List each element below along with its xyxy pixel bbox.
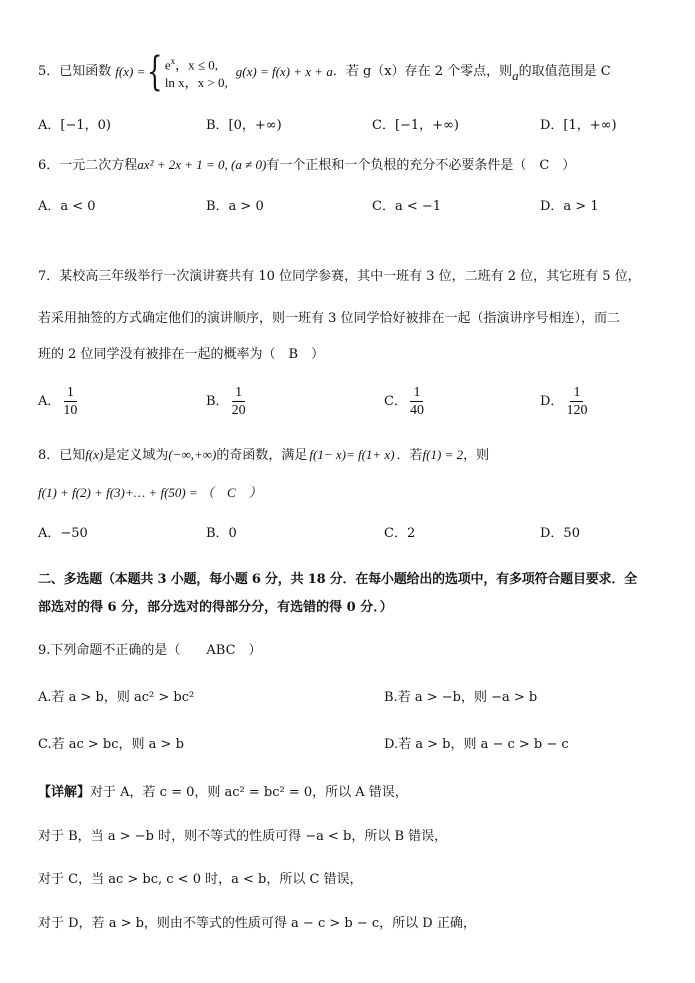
question-text: 的奇函数，满足	[216, 448, 308, 463]
option-letter: C．	[384, 393, 407, 409]
question-text: 有一个正根和一个负根的充分不必要条件是（ C ）	[266, 158, 576, 173]
detail-line-2: 对于 B，当 a > −b 时，则不等式的性质可得 −a < b，所以 B 错误，	[38, 829, 448, 844]
q6-option-c: C．a < −1	[372, 199, 442, 214]
question-text: 已知函数	[59, 64, 112, 79]
question-text: ，则	[463, 448, 490, 463]
variable-a: a	[512, 68, 519, 83]
detail-label: 【详解】	[38, 785, 91, 800]
fraction: $\frac{1}{40}$	[409, 385, 424, 418]
detail-text: 对于 A，若 c = 0，则 ac² = bc² = 0，所以 A 错误，	[90, 785, 408, 800]
q8-option-b: B．0	[206, 526, 237, 541]
piecewise-cases	[165, 52, 228, 92]
q5-option-b: B．[0，+∞)	[206, 118, 282, 133]
fraction: $\frac{1}{20}$	[231, 385, 246, 418]
q5-option-a: A．[−1，0)	[38, 118, 111, 133]
q8-option-c: C．2	[384, 526, 416, 541]
question-text: ．若	[396, 448, 423, 463]
detail-line-3: 对于 C，当 ac > bc, c < 0 时，a < b，所以 C 错误，	[38, 872, 363, 887]
q9-option-b: B.若 a > −b，则 −a > b	[384, 690, 538, 705]
case-1: $e^x$，x ≤ 0,	[164, 55, 218, 73]
q9-option-a: A.若 a > b，则 ac² > bc²	[38, 690, 195, 705]
q6-option-a: A．a < 0	[38, 199, 96, 214]
function-f-label: f(x) =	[115, 64, 146, 79]
question-number: 8．	[38, 448, 60, 463]
equation: ax² + 2x + 1 = 0, (a ≠ 0)	[137, 157, 267, 172]
section-2-header-line-1: 二、多选题（本题共 3 小题，每小题 6 分，共 18 分．在每小题给出的选项中，有多项符合题目要求．全	[38, 572, 637, 587]
q5-option-c: C．[−1，+∞)	[372, 118, 459, 133]
domain: (−∞,+∞)	[168, 447, 217, 462]
question-8-sum: f(1) + f(2) + f(3)+… + f(50) = （ C ）	[38, 485, 262, 500]
q5-option-d: D．[1，+∞)	[540, 118, 617, 133]
question-5	[38, 49, 611, 95]
fraction: $\frac{1}{10}$	[63, 385, 78, 418]
detail-line-1	[38, 784, 408, 802]
section-2-header-line-2: 部选对的得 6 分，部分选对的得部分分，有选错的得 0 分．）	[38, 600, 393, 615]
q7-option-a	[38, 384, 80, 419]
detail-line-4: 对于 D，若 a > b，则由不等式的性质可得 a − c > b − c，所以 D 正确，	[38, 916, 476, 931]
question-number: 6．	[38, 158, 60, 173]
piecewise-brace: {	[147, 49, 163, 95]
option-letter: B．	[206, 393, 229, 409]
option-letter: D．	[540, 393, 564, 409]
condition-1: f(1− x)= f(1+ x)	[309, 447, 395, 462]
question-6	[38, 156, 575, 175]
question-9-stem: 9.下列命题不正确的是（ ABC ）	[38, 643, 262, 658]
option-letter: A．	[38, 393, 61, 409]
function-f: f(x)	[85, 447, 104, 462]
question-7-line-1: 7．某校高三年级举行一次演讲赛共有 10 位同学参赛，其中一班有 3 位，二班有 2 位，其它班有 5 位，	[38, 269, 641, 284]
case-2: ln x，x > 0,	[164, 75, 228, 91]
question-8	[38, 446, 489, 465]
question-text: 的取值范围是 C	[518, 64, 611, 79]
question-7-line-3: 班的 2 位同学没有被排在一起的概率为（ B ）	[38, 347, 325, 362]
q8-option-a: A．−50	[38, 526, 88, 541]
question-text: ．若 g（x）存在 2 个零点，则	[332, 64, 513, 79]
question-7-line-2: 若采用抽签的方式确定他们的演讲顺序，则一班有 3 位同学恰好被排在一起（指演讲序号相连），而二	[38, 311, 621, 326]
question-text: 是定义域为	[103, 448, 169, 463]
question-number: 5．	[38, 64, 60, 79]
q8-option-d: D．50	[540, 526, 580, 541]
q9-option-d: D.若 a > b，则 a − c > b − c	[384, 737, 569, 752]
q6-option-d: D．a > 1	[540, 199, 599, 214]
q9-option-c: C.若 ac > bc，则 a > b	[38, 737, 184, 752]
condition-2: f(1) = 2	[422, 447, 464, 462]
q6-option-b: B．a > 0	[206, 199, 264, 214]
q7-option-d	[540, 384, 590, 419]
q7-option-c	[384, 384, 427, 419]
function-g: g(x) = f(x) + x + a	[235, 64, 333, 79]
q7-option-b	[206, 384, 249, 419]
question-text: 一元二次方程	[59, 158, 138, 173]
question-text: 已知	[59, 448, 86, 463]
fraction: $\frac{1}{120}$	[566, 385, 588, 418]
